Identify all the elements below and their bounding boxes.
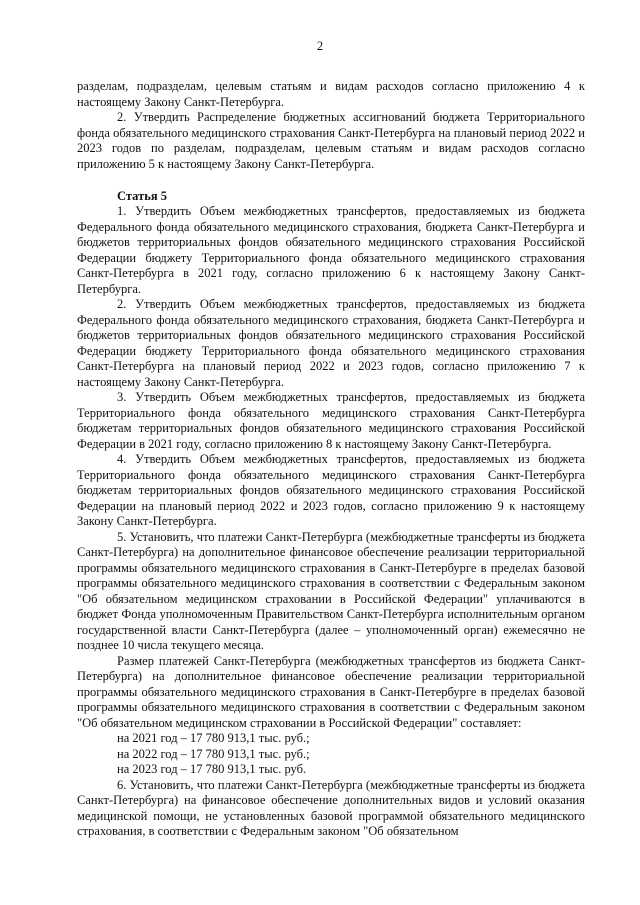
article-paragraph-6: 6. Установить, что платежи Санкт-Петербурга (межбюджетные трансферты из бюджета Санкт-Петербурга) на финансовое обеспечение дополнительных видов и условий оказания медицинской помощи, не установленных базовой программой обязательного медицинского страхования, в соответствии с Федеральным законом "Об обязательном — [77, 777, 585, 838]
paragraph-continuation: разделам, подразделам, целевым статьям и видам расходов согласно приложению 4 к настоящему Закону Санкт-Петербурга. — [77, 79, 585, 109]
amount-2022: на 2022 год – 17 780 913,1 тыс. руб.; — [117, 746, 310, 761]
amount-2023: на 2023 год – 17 780 913,1 тыс. руб. — [117, 762, 307, 776]
article-paragraph-payment-size: Размер платежей Санкт-Петербурга (межбюджетных трансфертов из бюджета Санкт-Петербурга) на дополнительное финансовое обеспечение реализации территориальной программы обязательного медицинского страхования в Санкт-Петербурге в пределах базовой программы обязательного медицинского страхования в соответствии с Федеральным законом "Об обязательном медицинском страховании в Российской Федерации" составляет: — [77, 653, 585, 730]
article-paragraph-2: 2. Утвердить Объем межбюджетных трансфертов, предоставляемых из бюджета Федерального фонда обязательного медицинского страхования, бюджета Санкт-Петербурга и бюджетов территориальных фондов обязательного медицинского страхования Российской Федерации бюджету Территориального фонда обязательного медицинского страхования Санкт-Петербурга на плановый период 2022 и 2023 годов, согласно приложению 7 к настоящему Закону Санкт-Петербурга. — [77, 297, 585, 389]
article-paragraph-1: 1. Утвердить Объем межбюджетных трансфертов, предоставляемых из бюджета Федерального фонда обязательного медицинского страхования, бюджета Санкт-Петербурга и бюджетов территориальных фондов обязательного медицинского страхования Российской Федерации бюджету Территориального фонда обязательного медицинского страхования Санкт-Петербурга в 2021 году, согласно приложению 6 к настоящему Закону Санкт-Петербурга. — [77, 204, 585, 296]
document-body — [77, 79, 585, 840]
article-paragraph-5: 5. Установить, что платежи Санкт-Петербурга (межбюджетные трансферты из бюджета Санкт-Петербурга) на дополнительное финансовое обеспечение реализации территориальной программы обязательного медицинского страхования в Санкт-Петербурге в пределах базовой программы обязательного медицинского страхования в соответствии с Федеральным законом "Об обязательном медицинском страховании в Российской Федерации" уплачиваются в бюджет Фонда уполномоченным Правительством Санкт-Петербурга исполнительным органом государственной власти Санкт-Петербурга (далее – уполномоченный орган) ежемесячно не позднее 10 числа текущего месяца. — [77, 529, 585, 652]
article-paragraph-3: 3. Утвердить Объем межбюджетных трансфертов, предоставляемых из бюджета Территориального фонда обязательного медицинского страхования Санкт-Петербурга бюджетам территориальных фондов обязательного медицинского страхования Российской Федерации в 2021 году, согласно приложению 8 к настоящему Закону Санкт-Петербурга. — [77, 390, 585, 451]
article-paragraph-4: 4. Утвердить Объем межбюджетных трансфертов, предоставляемых из бюджета Территориального фонда обязательного медицинского страхования Санкт-Петербурга бюджетам территориальных фондов обязательного медицинского страхования Российской Федерации на плановый период 2022 и 2023 годов, согласно приложению 9 к настоящему Закону Санкт-Петербурга. — [77, 452, 585, 528]
paragraph-item-2: 2. Утвердить Распределение бюджетных ассигнований бюджета Территориального фонда обязательного медицинского страхования Санкт-Петербурга на плановый период 2022 и 2023 годов по разделам, подразделам, целевым статьям и видам расходов согласно приложению 5 к настоящему Закону Санкт-Петербурга. — [77, 110, 585, 171]
article-title: Статья 5 — [117, 189, 167, 203]
page-number: 2 — [316, 39, 324, 53]
amount-2021: на 2021 год – 17 780 913,1 тыс. руб.; — [117, 731, 310, 745]
